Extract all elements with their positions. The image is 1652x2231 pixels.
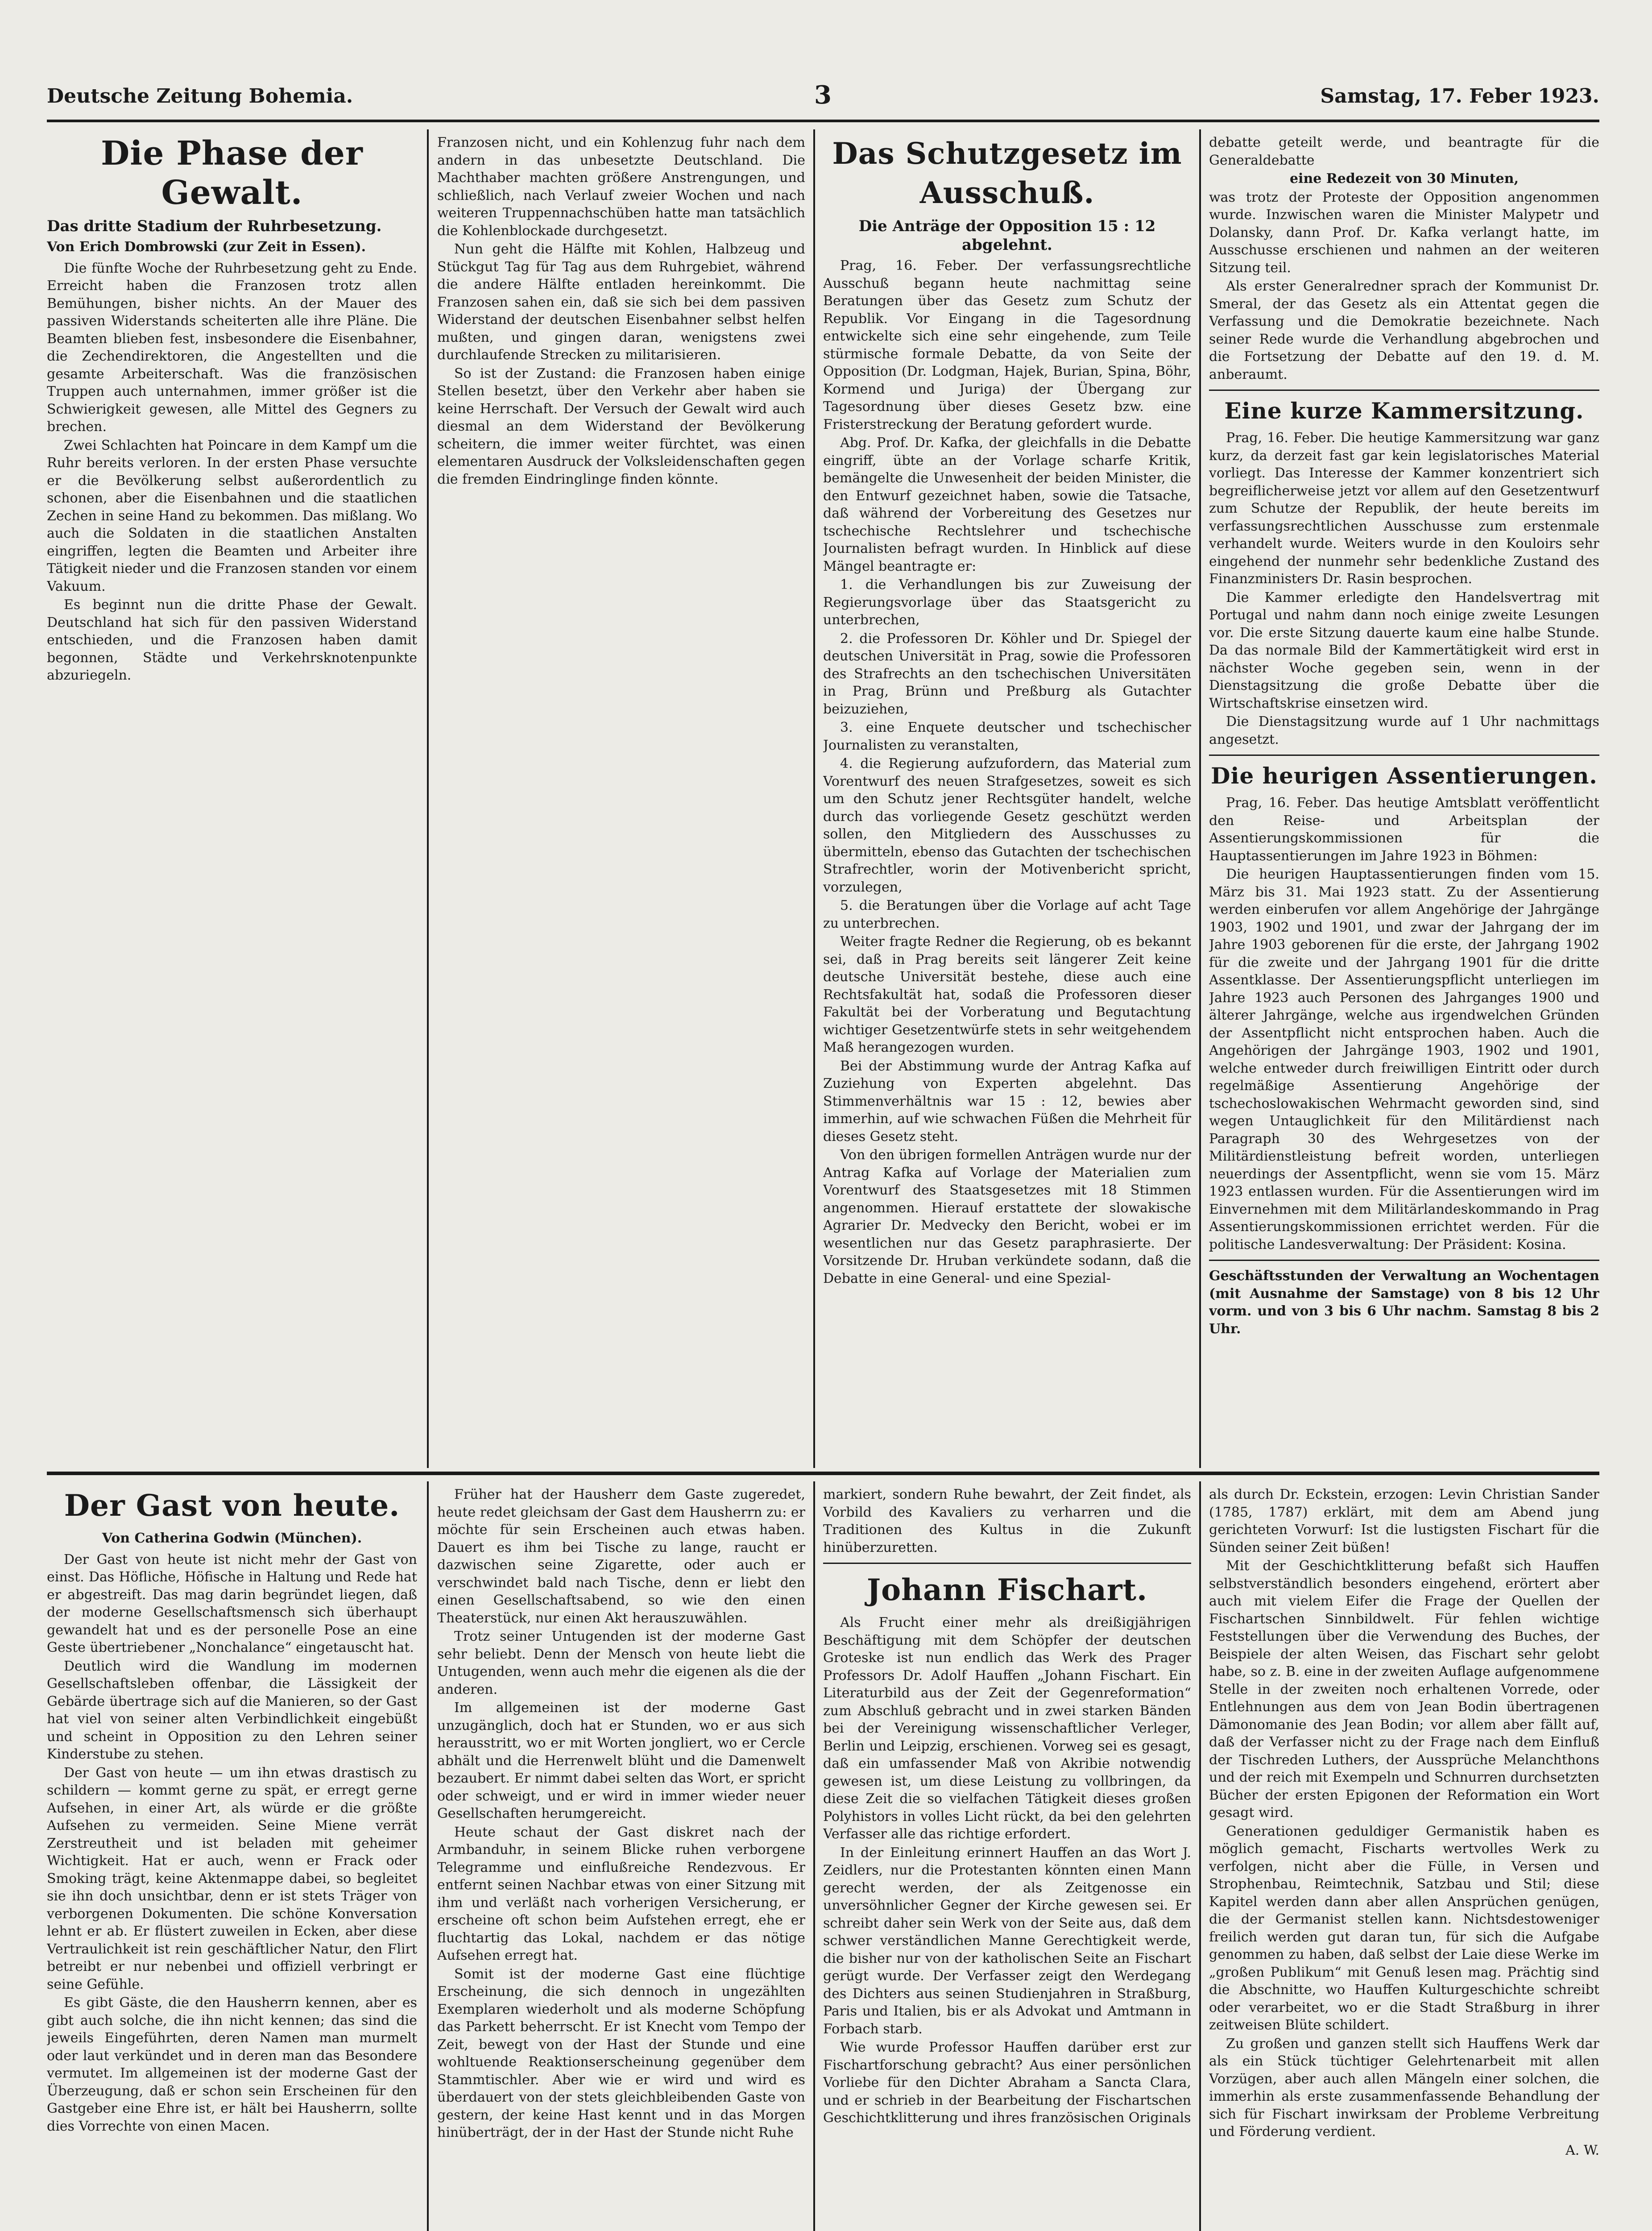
article-separator [823,1563,1191,1564]
article-paragraph: Generationen geduldiger Germanistik haben es möglich gemacht, Fischarts wertvolles Werk zu verfolgen, nicht aber die Fülle, in Versen und Strophenbau, Reimtechnik, Satzbau und Stil; diese Kapitel werden dann aber allen Ansprüchen genügen, die der Germanist stellen kann. Nichtsdestoweniger freilich werden gut daran tun, für sich die Aufgabe genommen zu haben, daß selbst der Laie diese Werke im „großen Publikum“ mit Genuß lesen mag. Prächtig sind die Abschnitte, wo Hauffen Kulturgeschichte schreibt oder verarbeitet, wo er die Stadt Straßburg in ihrer zeitweisen Blüte schildert. [1209,1823,1599,2033]
article-paragraph: Als Frucht einer mehr als dreißigjährigen Beschäftigung mit dem Schöpfer der deutschen Groteske ist nun endlich das Werk des Prager Professors Dr. Adolf Hauffen „Johann Fischart. Ein Literaturbild aus der Zeit der Gegenreformation“ zum Abschluß gebracht und in zwei starken Bänden bei der Vereinigung wissenschaftlicher Verleger, Berlin und Leipzig, erschienen. Vorweg sei es gesagt, daß ein umfassender Maß von Akribie notwendig gewesen ist, um diese Leistung zu vollbringen, da diese Zeit die so vielfachen Tätigkeit dieses großen Polyhistors in volles Licht rückt, da bei den gelehrten Verfasser alle das richtige erfordert. [823,1615,1191,1842]
article-paragraph: Bei der Abstimmung wurde der Antrag Kafka auf Zuziehung von Experten abgelehnt. Das Stimmenverhältnis war 15 : 12, bewies aber immerhin, auf wie schwachen Füßen die Mehrheit für dieses Gesetz steht. [823,1058,1191,1145]
masthead-rule [47,120,1599,122]
page-number: 3 [814,80,832,110]
article-byline: Von Erich Dombrowski (zur Zeit in Essen). [47,239,366,255]
column-rule [427,129,429,1468]
article-paragraph: Franzosen nicht, und ein Kohlenzug fuhr nach dem andern in das unbesetzte Deutschland. Die Machthaber machten größere Anstrengungen, und schließlich, nach Verlauf zweier Wochen und nach weiteren Truppennachschüben hatte man tatsächlich die Kohlenblockade durchgesetzt. [437,135,805,239]
article-paragraph: Deutlich wird die Wandlung im modernen Gesellschaftsleben offenbar, die Lässigkeit der Gebärde übertrage sich auf die Manieren, so der Gast hat viel von seiner alten Verbindlichkeit eingebüßt und scheint in Opposition zu den Lehren seiner Kinderstube zu stehen. [47,1658,417,1762]
office-hours-notice: Geschäftsstunden der Verwaltung an Wochentagen (mit Ausnahme der Samstage) von 8 bis 12 Uhr vorm. und von 3 bis 6 Uhr nachm. Samstag 8 bis 2 Uhr. [1209,1268,1599,1337]
article-paragraph: 5. die Beratungen über die Vorlage auf acht Tage zu unterbrechen. [823,898,1191,931]
article-paragraph: Von den übrigen formellen Anträgen wurde nur der Antrag Kafka auf Vorlage der Materialien zum Vorentwurf des Staatsgesetzes mit 18 Stimmen angenommen. Hierauf erstattete der slowakische Agrarier Dr. Medvecky den Bericht, wobei er im wesentlichen nur das Gesetz paraphrasierte. Der Vorsitzende Dr. Hruban verkündete sodann, daß die Debatte in eine General- und eine Spezial- [823,1147,1191,1286]
article-paragraph: Nun geht die Hälfte mit Kohlen, Halbzeug und Stückgut Tag für Tag aus dem Ruhrgebiet, während die andere Hälfte entladen hereinkommt. Die Franzosen sahen ein, daß sie sich bei dem passiven Widerstand der deutschen Eisenbahner selbst helfen mußten, und gingen daran, wenigstens zwei durchlaufende Strecken zu militarisieren. [437,241,805,363]
author-signature: A. W. [1565,2142,1599,2158]
article-separator [1209,755,1599,756]
column-rule [813,129,815,1468]
article-paragraph: 1. die Verhandlungen bis zur Zuweisung der Regierungsvorlage über das Staatsgericht zu unterbrechen, [823,577,1191,628]
article-paragraph: Mit der Geschichtklitterung befaßt sich Hauffen selbstverständlich besonders eingehend, erörtert aber auch mit vielem Eifer die Frage der Quellen der Fischartschen Sinnbildwelt. Für fehlen wichtige Feststellungen über die Verwendung des Buches, der Beispiele der alten Weisen, das Fischart sehr gelobt habe, so z. B. eine in der zweiten Auflage aufgenommene Stelle in der zweiten noch erhaltenen Vorrede, oder Entlehnungen aus dem von Jean Bodin übertragenen Dämonomanie des Jean Bodin; vor allem aber fällt auf, daß der Verfasser nicht zu der Frage nach dem Einfluß der Tischreden Luthers, der Aussprüche Melanchthons und der reich mit Exempeln und Schnurren durchsetzten Bücher der ersten Epigonen der Reformation ein Wort gesagt wird. [1209,1558,1599,1820]
article-paragraph: Heute schaut der Gast diskret nach der Armbanduhr, in seinem Blicke ruhen verborgene Telegramme und einflußreiche Rendezvous. Er entfernt seinen Nachbar etwas von einer Sitzung mit ihm und verläßt nach vorherigen Versicherung, er erscheine oft schon beim Aufstehen erregt, ehe er fluchtartig das Lokal, nachdem er das nötige Aufsehen erregt hat. [437,1824,805,1963]
article-headline: Eine kurze Kammersitzung. [1224,398,1584,424]
article-gast-von-heute-continued [437,1486,805,2231]
article-paragraph: Trotz seiner Untugenden ist der moderne Gast sehr beliebt. Denn der Mensch von heute liebt die Untugenden, wenn auch mehr die eigenen als die der anderen. [437,1629,805,1697]
article-paragraph: Die heurigen Hauptassentierungen finden vom 15. März bis 31. Mai 1923 statt. Zu der Assentierung werden einberufen vor allem Angehörige der Jahrgänge 1903, 1902 und 1901, und zwar der Jahrgang der im Jahre 1903 geborenen für die erste, der Jahrgang 1902 für die zweite und der Jahrgang 1901 für die dritte Assentklasse. Der Assentierungspflicht unterliegen im Jahre 1923 auch Personen des Jahrganges 1900 und älterer Jahrgänge, welche aus irgendwelchen Gründen der Assentpflicht nicht entsprochen haben. Auch die Angehörigen der Jahrgänge 1903, 1902 und 1901, welche entweder durch freiwilligen Eintritt oder durch regelmäßige Assentierung Angehörige der tschechoslowakischen Wehrmacht geworden sind, sind wegen Untauglichkeit für den Militärdienst nach Paragraph 30 des Wehrgesetzes von der Militärdienstleistung befreit worden, unterliegen neuerdings der Assentpflicht, wenn sie vom 15. März 1923 entlassen wurden. Für die Assentierungen wird im Einvernehmen mit dem Militärlandeskommando in Prag Assentierungskommissionen errichtet werden. Für die politische Landesverwaltung: Der Präsident: Kosina. [1209,867,1599,1252]
article-paragraph: Als erster Generalredner sprach der Kommunist Dr. Smeral, der das Gesetz als ein Attentat gegen die Verfassung und die Demokratie bezeichnete. Nach seiner Rede wurde die Verhandlung abgebrochen und die Fortsetzung der Debatte auf den 19. d. M. anberaumt. [1209,278,1599,382]
article-paragraph: markiert, sondern Ruhe bewahrt, der Zeit findet, als Vorbild des Kavaliers zu verharren und die Traditionen des Kultus in die Zukunft hinüberzuretten. [823,1487,1191,1555]
article-paragraph: Die fünfte Woche der Ruhrbesetzung geht zu Ende. Erreicht haben die Franzosen trotz allen Bemühungen, bisher nichts. An der Mauer des passiven Widerstands scheiterten alle ihre Pläne. Die Beamten blieben fest, insbesondere die Eisenbahner, die Zechendirektoren, die Angestellten und die gesamte Arbeiterschaft. Was die französischen Truppen auch unternahmen, immer größer ist die Schwierigkeit gewesen, alle Mittel des Gegners zu brechen. [47,260,417,435]
article-paragraph: Prag, 16. Feber. Die heutige Kammersitzung war ganz kurz, da derzeit fast gar kein legislatorisches Material vorliegt. Das Interesse der Kammer konzentriert sich begreiflicherweise jetzt vor allem auf den Gesetzentwurf zum Schutze der Republik, der heute bereits im verfassungsrechtlichen Ausschusse zum erstenmale verhandelt wurde. Weiters wurde in den Kouloirs sehr eingehend der nunmehr sehr bedenkliche Zustand des Finanzministers Dr. Rasin besprochen. [1209,430,1599,587]
article-paragraph: Weiter fragte Redner die Regierung, ob es bekannt sei, daß in Prag bereits seit längerer Zeit keine deutsche Universität bestehe, diese auch eine Rechtsfakultät hat, sodaß die Professoren dieser Fakultät bei der Vorberatung und Begutachtung wichtiger Gesetzentwürfe stets in sehr weitgehendem Maß herangezogen wurden. [823,934,1191,1055]
masthead [47,80,1599,116]
article-paragraph: Wie wurde Professor Hauffen darüber erst zur Fischartforschung gebracht? Aus einer persönlichen Vorliebe für den Dichter Abraham a Sancta Clara, und er schrieb in der Bearbeitung der Fischartschen Geschichtklitterung und ihres französischen Originals [823,2040,1191,2126]
article-headline: Das Schutzgesetz im Ausschuß. [832,136,1182,210]
article-paragraph: Die Kammer erledigte den Handelsvertrag mit Portugal und nahm dann noch einige zweite Lesungen vor. Die erste Sitzung dauerte kaum eine halbe Stunde. Da das normale Bild der Kammertätigkeit wird erst in nächster Woche gegeben sein, wenn in der Dienstagsitzung die große Debatte über die Wirtschaftskrise einsetzen wird. [1209,589,1599,711]
issue-date: Samstag, 17. Feber 1923. [1320,85,1599,108]
article-paragraph: Zu großen und ganzen stellt sich Hauffens Werk dar als ein Stück tüchtiger Gelehrtenarbeit mit allen Vorzügen, aber auch allen Mängeln einer solchen, die immerhin als erste zusammenfassende Behandlung der sich für Fischart inwirksam der Probleme Verbreitung und Förderung verdient. [1209,2036,1599,2140]
article-paragraph: eine Redezeit von 30 Minuten, [1289,171,1519,187]
article-subheadline: Die Anträge der Opposition 15 : 12 abgelehnt. [858,217,1156,254]
article-paragraph: als durch Dr. Eckstein, erzogen: Levin Christian Sander (1785, 1787) erklärt, mit dem am Abend jung gerichteten Vorwurf: Ist die lustigsten Fischart für die Sünden seiner Zeit büßen! [1209,1487,1599,1555]
article-paragraph: 2. die Professoren Dr. Köhler und Dr. Spiegel der deutschen Universität in Prag, sowie die Professoren des Strafrechts an den tschechischen Universitäten in Prag, Brünn und Preßburg als Gutachter beizuziehen, [823,630,1191,717]
article-separator [1209,390,1599,391]
article-schutzgesetz [823,134,1191,1464]
article-paragraph: Prag, 16. Feber. Der verfassungsrechtliche Ausschuß begann heute nachmittag seine Beratungen über das Gesetz zum Schutz der Republik. Vor Eingang in die Tagesordnung entwickelte sich eine sehr eingehende, zum Teile stürmische formale Debatte, da von Seite der Opposition (Dr. Lodgman, Hajek, Burian, Spina, Böhr, Kormend und Juriga) der Übergang zur Tagesordnung über dieses Gesetz bzw. eine Fristerstreckung der Beratung gefordert wurde. [823,258,1191,432]
article-paragraph: In der Einleitung erinnert Hauffen an das Wort J. Zeidlers, nur die Protestanten könnten einen Mann gerecht werden, der als Zeitgenosse ein unversöhnlicher Gegner der Kirche gewesen sei. Er schreibt daher sein Werk von der Seite aus, daß dem schwer verständlichen Manne Gerechtigkeit werde, die bisher nur von der katholischen Seite an Fischart gerügt wurde. Der Verfasser zeigt den Werdegang des Dichters aus seinen Studienjahren in Straßburg, Paris und Italien, bis er als Advokat und Amtmann in Forbach starb. [823,1845,1191,2037]
article-paragraph: Abg. Prof. Dr. Kafka, der gleichfalls in die Debatte eingriff, übte an der Vorlage scharfe Kritik, bemängelte die Unwesenheit der beiden Minister, die den Entwurf gezeichnet haben, sowie die Tatsache, daß während der Vorbereitung des Gesetzes nur tschechische Rechtslehrer und tschechische Journalisten befragt wurden. In Hinblick auf diese Mängel beantragte er: [823,435,1191,574]
article-headline: Der Gast von heute. [64,1488,400,1523]
article-paragraph: Früher hat der Hausherr dem Gaste zugeredet, heute redet gleichsam der Gast dem Hausherrn zu: er möchte für sein Erscheinen auch etwas haben. Dauert es ihm bei Tische zu lange, raucht er dazwischen seine Zigarette, oder auch er verschwindet bald nach Tische, denn er liebt den einen Gesellschaftsabend, so wie den einen Theaterstück, nur einen Akt herauszuwählen. [437,1487,805,1626]
article-gast-von-heute [47,1486,417,2231]
article-paragraph: Der Gast von heute ist nicht mehr der Gast von einst. Das Höfliche, Höfische in Haltung und Rede hat er abgestreift. Das mag darin begründet liegen, daß der moderne Gesellschaftsmensch sich überhaupt gewandelt hat und es der personelle Pose an eine Geste übertriebener „Nonchalance“ eingetauscht hat. [47,1551,417,1655]
article-paragraph: Es gibt Gäste, die den Hausherrn kennen, aber es gibt auch solche, die ihn nicht kennen; das sind die jeweils Eingeführten, deren Namen man murmelt oder laut verkündet und in deren man das Besondere vermutet. Im allgemeinen ist der moderne Gast der Überzeugung, daß er schon sein Erscheinen für den Gastgeber eine Ehre ist, er hält bei Hausherrn, sollte dies Vorrechte von einen Macen. [47,1995,417,2134]
article-headline: Johann Fischart. [866,1572,1148,1607]
article-paragraph: So ist der Zustand: die Franzosen haben einige Stellen besetzt, über den Verkehr aber haben sie keine Herrschaft. Der Versuch der Gewalt wird auch diesmal an dem Widerstand der Bevölkerung scheitern, die immer weiter fürchtet, was einen elementaren Ausdruck der Volksleidenschaften gegen die fremden Eindringlinge finden könnte. [437,365,805,487]
column-rule [1199,129,1201,1468]
column-rule [1199,1481,1201,2231]
article-paragraph: 3. eine Enquete deutscher und tschechischer Journalisten zu veranstalten, [823,720,1191,753]
article-johann-fischart [823,1486,1191,2231]
article-johann-fischart-continued [1209,1486,1599,2231]
article-paragraph: Somit ist der moderne Gast eine flüchtige Erscheinung, die sich dennoch in ungezählten Exemplaren wiederholt und als moderne Schöpfung das Parkett beherrscht. Er ist Knecht vom Tempo der Zeit, bewegt von der Hast der Stunde und eine wohltuende Reaktionserscheinung gegenüber dem Stammtischler. Aber wie er wird und wird es überdauert von der stets gleichbleibenden Gaste von gestern, der keine Hast kennt und in das Morgen hinüberträgt, der in der Hast der Stunde nicht Ruhe [437,1966,805,2140]
column-rule [427,1481,429,2231]
article-separator [1209,1260,1599,1261]
article-paragraph: debatte geteilt werde, und beantragte für die Generaldebatte [1209,135,1599,168]
article-paragraph: Die Dienstagsitzung wurde auf 1 Uhr nachmittags angesetzt. [1209,714,1599,747]
article-paragraph: Im allgemeinen ist der moderne Gast unzugänglich, doch hat er Stunden, wo er aus sich herausstritt, wo er mit Worten jongliert, wo er Cercle abhält und die Herrenwelt blüht und die Damenwelt bezaubert. Er nimmt dabei selten das Wort, er spricht oder schweigt, und er wird in immer wieder neuer Gesellschaften herumgereicht. [437,1700,805,1821]
article-paragraph: Es beginnt nun die dritte Phase der Gewalt. Deutschland hat sich für den passiven Widerstand entschieden, und die Franzosen haben damit begonnen, Städte und Verkehrsknotenpunkte abzuriegeln. [47,597,417,683]
article-phase-der-gewalt-continued [437,134,805,1464]
article-paragraph: 4. die Regierung aufzufordern, das Material zum Vorentwurf des neuen Strafgesetzes, soweit es sich um den Schutz jener Rechtsgüter handelt, welche durch das vorliegende Gesetz geschützt werden sollen, den Mitgliedern des Ausschusses zu übermitteln, ebenso das Gutachten der tschechischen Strafrechtler, worin der Motivenbericht spricht, vorzulegen, [823,756,1191,895]
article-phase-der-gewalt [47,134,417,1464]
newspaper-name: Deutsche Zeitung Bohemia. [47,85,353,108]
article-paragraph: Prag, 16. Feber. Das heutige Amtsblatt veröffentlicht den Reise- und Arbeitsplan der Assentierungskommissionen für die Hauptassentierungen im Jahre 1923 in Böhmen: [1209,795,1599,864]
article-headline: Die Phase der Gewalt. [101,134,363,212]
article-paragraph: Der Gast von heute — um ihn etwas drastisch zu schildern — kommt gerne zu spät, er erregt gerne Aufsehen, in einer Art, als würde er die größte Aufsehen zu vermeiden. Seine Miene verrät Zerstreutheit und ist beladen mit geheimer Wichtigkeit. Hat er auch, wenn er Frack oder Smoking trägt, keine Aktenmappe dabei, so begleitet sie ihn doch unsichtbar, denn er ist stets Träger von verborgenen Dokumenten. Die schöne Konversation lehnt er ab. Er flüstert zuweilen in Ecken, aber diese Vertraulichkeit ist rein geschäftlicher Natur, den Flirt betreibt er nur nebenbei und offiziell verbringt er seine Gefühle. [47,1765,417,1992]
article-byline: Von Catherina Godwin (München). [102,1530,362,1546]
article-headline: Die heurigen Assentierungen. [1211,763,1598,789]
column-four-top [1209,134,1599,1464]
article-paragraph: was trotz der Proteste der Opposition angenommen wurde. Inzwischen waren die Minister Malypetr und Dolansky, dann Prof. Dr. Kafka verlangt hatte, im Ausschusse erschienen und nahmen an der weiteren Sitzung teil. [1209,189,1599,276]
article-subheadline: Das dritte Stadium der Ruhrbesetzung. [47,217,382,235]
column-rule [813,1481,815,2231]
section-divider [47,1472,1599,1475]
article-paragraph: Zwei Schlachten hat Poincare in dem Kampf um die Ruhr bereits verloren. In der ersten Phase versuchte er die Bevölkerung selbst außerordentlich zu schonen, aber die Eisenbahnen und die staatlichen Zechen in seine Hand zu bekommen. Das mißlang. Wo auch die Soldaten in die staatlichen Anstalten eingriffen, legten die Beamten und Arbeiter ihre Tätigkeit nieder und die Franzosen standen vor einem Vakuum. [47,437,417,594]
